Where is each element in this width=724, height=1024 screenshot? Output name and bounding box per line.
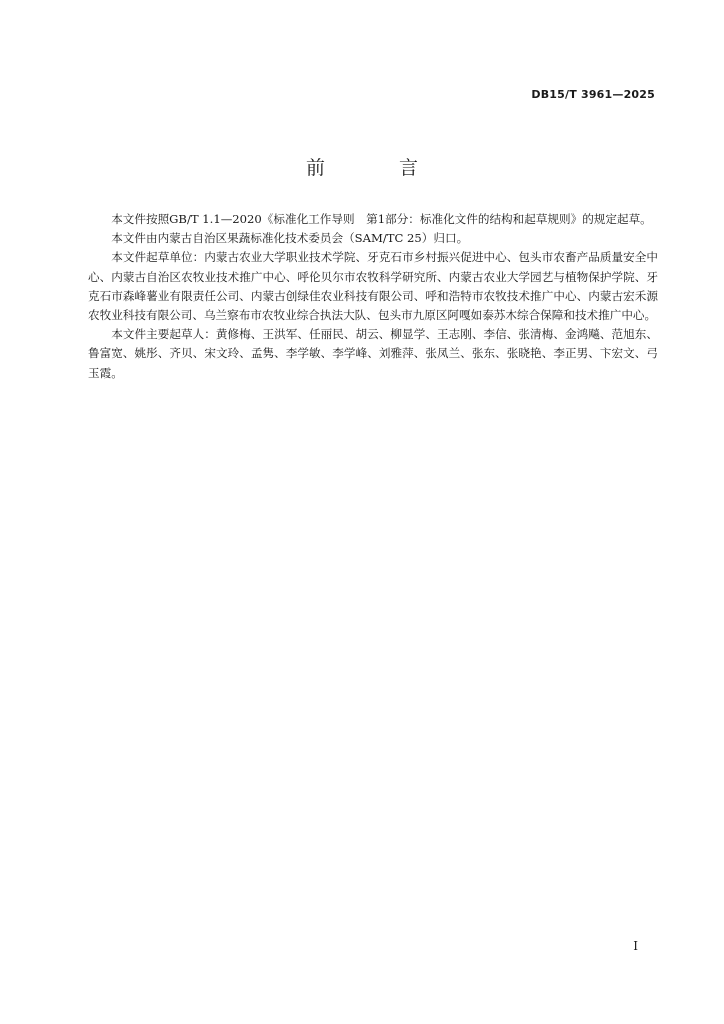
document-body [88,210,658,383]
paragraph-drafting-rules: 本文件按照GB/T 1.1—2020《标准化工作导则 第1部分：标准化文件的结构和起草规则》的规定起草。 [111,212,652,226]
page-number: I [633,939,638,953]
page-title: 前 言 [305,157,453,179]
paragraph-committee: 本文件由内蒙古自治区果蔬标准化技术委员会（SAM/TC 25）归口。 [111,231,469,246]
paragraph-drafting-units: 本文件起草单位：内蒙古农业大学职业技术学院、牙克石市乡村振兴促进中心、包头市农畜产品质量安全中心、内蒙古自治区农牧业技术推广中心、呼伦贝尔市农牧科学研究所、内蒙古农业大学园艺与植物保护学院、牙克石市森峰薯业有限责任公司、内蒙古创绿佳农业科技有限公司、呼和浩特市农牧技术推广中心、内蒙古宏禾源农牧业科技有限公司、乌兰察布市农牧业综合执法大队、包头市九原区阿嘎如泰苏木综合保障和技术推广中心。 [88,250,658,323]
paragraph-drafters: 本文件主要起草人：黄修梅、王洪军、任丽民、胡云、柳显学、王志刚、李信、张清梅、金鸿飚、范旭东、鲁富宽、姚彤、齐贝、宋文玲、孟隽、李学敏、李学峰、刘雅萍、张凤兰、张东、张晓艳、李正男、卞宏文、弓玉霞。 [88,327,658,380]
standard-code: DB15/T 3961—2025 [531,88,655,101]
